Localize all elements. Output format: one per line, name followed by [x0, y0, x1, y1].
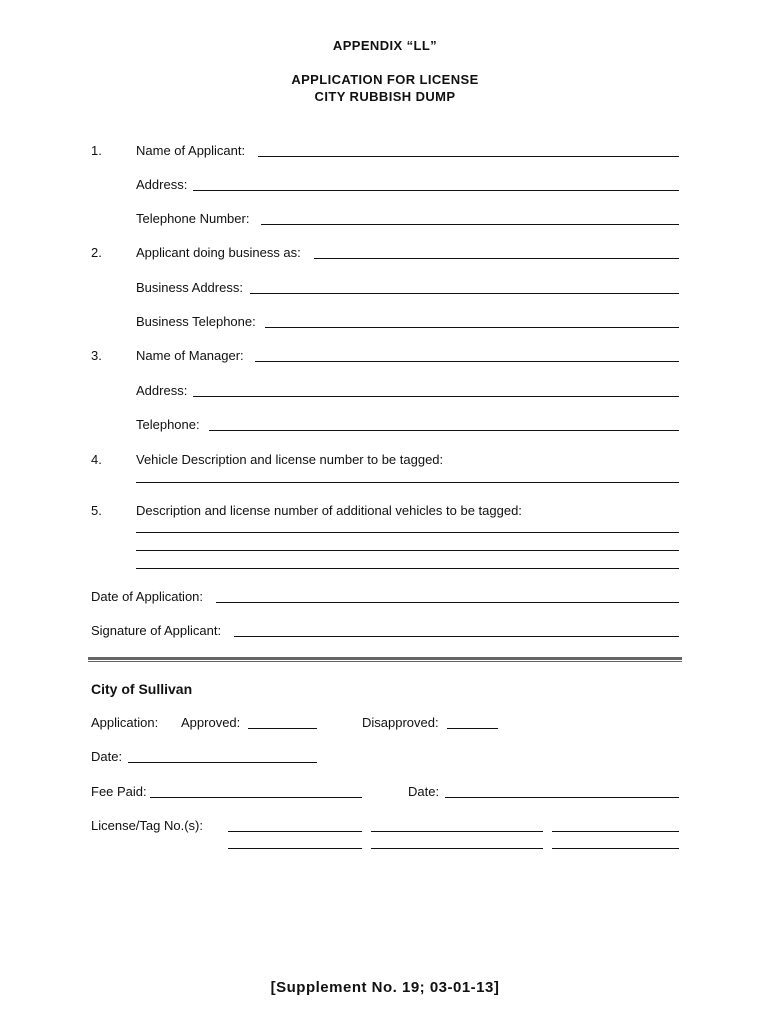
name-of-manager-field[interactable]: [255, 345, 679, 362]
approved-field[interactable]: [248, 712, 317, 729]
additional-vehicles-field-2[interactable]: [136, 534, 679, 551]
additional-vehicles-label: Description and license number of additional vehicles to be tagged:: [136, 503, 522, 518]
business-telephone-label: Business Telephone:: [136, 314, 256, 329]
doing-business-as-label: Applicant doing business as:: [136, 245, 301, 260]
section-2-number: 2.: [91, 245, 102, 260]
additional-vehicles-field-1[interactable]: [136, 516, 679, 533]
fee-date-label: Date:: [408, 784, 440, 799]
section-1-number: 1.: [91, 143, 102, 158]
section-5-number: 5.: [91, 503, 102, 518]
license-tag-label: License/Tag No.(s):: [91, 818, 203, 833]
name-of-manager-label: Name of Manager:: [136, 348, 244, 363]
telephone-number-field[interactable]: [261, 208, 679, 225]
license-tag-field-5[interactable]: [371, 832, 543, 849]
application-label: Application:: [91, 715, 159, 730]
date-of-application-label: Date of Application:: [91, 589, 204, 604]
business-telephone-field[interactable]: [265, 311, 679, 328]
applicant-address-label: Address:: [136, 177, 188, 192]
supplement-footer: [Supplement No. 19; 03-01-13]: [270, 979, 500, 996]
disapproved-label: Disapproved:: [362, 715, 439, 730]
manager-address-field[interactable]: [193, 380, 679, 397]
additional-vehicles-field-3[interactable]: [136, 552, 679, 569]
license-tag-field-4[interactable]: [228, 832, 362, 849]
approval-date-field[interactable]: [128, 746, 317, 763]
vehicle-description-label: Vehicle Description and license number to be tagged:: [136, 452, 444, 467]
form-title: APPLICATION FOR LICENSE: [291, 72, 479, 87]
license-tag-field-3[interactable]: [552, 815, 679, 832]
applicant-address-field[interactable]: [193, 174, 679, 191]
appendix-title: APPENDIX “LL”: [332, 38, 438, 53]
business-address-field[interactable]: [250, 277, 679, 294]
manager-telephone-label: Telephone:: [136, 417, 200, 432]
name-of-applicant-field[interactable]: [258, 140, 679, 157]
section-3-number: 3.: [91, 348, 102, 363]
telephone-number-label: Telephone Number:: [136, 211, 250, 226]
business-address-label: Business Address:: [136, 280, 243, 295]
license-tag-field-1[interactable]: [228, 815, 362, 832]
fee-paid-label: Fee Paid:: [91, 784, 147, 799]
license-tag-field-6[interactable]: [552, 832, 679, 849]
fee-date-field[interactable]: [445, 781, 679, 798]
vehicle-description-field[interactable]: [136, 466, 679, 483]
license-tag-field-2[interactable]: [371, 815, 543, 832]
section-4-number: 4.: [91, 452, 102, 467]
manager-address-label: Address:: [136, 383, 188, 398]
approved-label: Approved:: [181, 715, 241, 730]
signature-of-applicant-label: Signature of Applicant:: [91, 623, 222, 638]
section-divider-thick: [88, 657, 682, 660]
signature-of-applicant-field[interactable]: [234, 620, 679, 637]
approval-date-label: Date:: [91, 749, 123, 764]
section-divider-thin: [88, 661, 682, 662]
form-subtitle: CITY RUBBISH DUMP: [314, 89, 456, 104]
city-heading: City of Sullivan: [91, 681, 193, 697]
date-of-application-field[interactable]: [216, 586, 679, 603]
manager-telephone-field[interactable]: [209, 414, 679, 431]
name-of-applicant-label: Name of Applicant:: [136, 143, 246, 158]
disapproved-field[interactable]: [447, 712, 498, 729]
doing-business-as-field[interactable]: [314, 242, 679, 259]
fee-paid-field[interactable]: [150, 781, 362, 798]
